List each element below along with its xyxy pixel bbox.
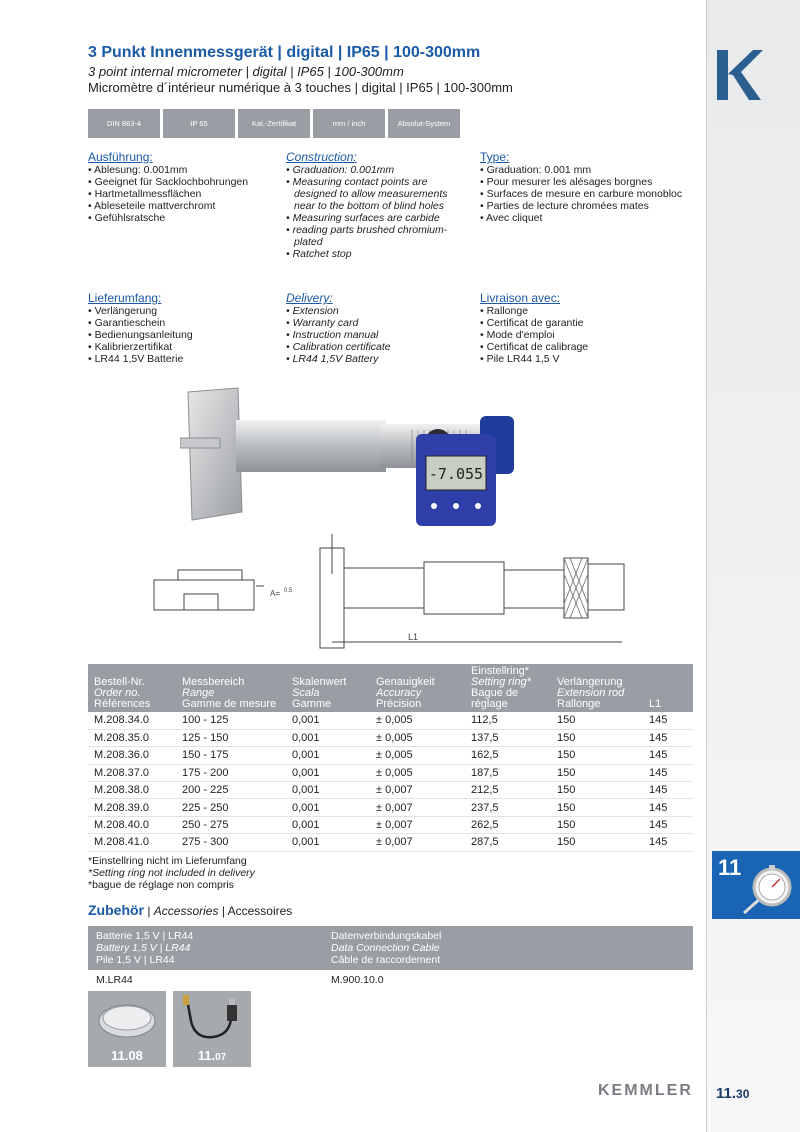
badge-din: DIN 863-4 bbox=[88, 109, 160, 138]
table-cell: 150 bbox=[551, 799, 643, 816]
list-item: • Pile LR44 1,5 V bbox=[480, 353, 690, 365]
delivery-en-heading: Delivery: bbox=[286, 291, 333, 305]
list-item: • Extension bbox=[286, 305, 462, 317]
table-header-row bbox=[88, 664, 693, 712]
construction-fr bbox=[480, 151, 690, 224]
accessory-battery-names: Batterie 1,5 V | LR44 Battery 1,5 V | LR44 Pile 1,5 V | LR44 bbox=[96, 930, 194, 966]
table-notes bbox=[88, 855, 255, 891]
table-cell: 0,001 bbox=[286, 799, 370, 816]
list-item: • Graduation: 0.001mm bbox=[286, 164, 462, 176]
table-cell: M.208.36.0 bbox=[88, 747, 176, 764]
title-en: 3 point internal micrometer | digital | IP65 | 100-300mm bbox=[88, 64, 404, 79]
col-setting-ring: Einstellring* Setting ring* Bague de réglage bbox=[465, 664, 551, 712]
table-cell: M.208.39.0 bbox=[88, 799, 176, 816]
table-row bbox=[88, 799, 693, 816]
table-cell: 150 bbox=[551, 816, 643, 833]
table-cell: 150 bbox=[551, 747, 643, 764]
table-cell: M.208.37.0 bbox=[88, 764, 176, 781]
sidebar-strip bbox=[706, 0, 800, 1132]
table-cell: 145 bbox=[643, 782, 693, 799]
construction-de-heading: Ausführung: bbox=[88, 150, 153, 164]
list-item: • Surfaces de mesure en carbure monobloc bbox=[480, 188, 690, 200]
list-item: • Ratchet stop bbox=[286, 248, 462, 260]
table-cell: 150 bbox=[551, 782, 643, 799]
delivery-de bbox=[88, 292, 278, 365]
table-row bbox=[88, 782, 693, 799]
title-de: 3 Punkt Innenmessgerät | digital | IP65 | 100-300mm bbox=[88, 44, 481, 61]
table-row bbox=[88, 764, 693, 781]
construction-en bbox=[286, 151, 462, 260]
construction-en-heading: Construction: bbox=[286, 150, 357, 164]
table-cell: 287,5 bbox=[465, 834, 551, 851]
battery-thumbnail bbox=[88, 991, 166, 1067]
title-fr: Micromètre d´intérieur numérique à 3 touches | digital | IP65 | 100-300mm bbox=[88, 80, 513, 95]
table-cell: 145 bbox=[643, 816, 693, 833]
table-row bbox=[88, 834, 693, 851]
table-cell: 145 bbox=[643, 834, 693, 851]
note-fr: *bague de réglage non compris bbox=[88, 879, 234, 891]
table-cell: 200 - 225 bbox=[176, 782, 286, 799]
note-en: *Setting ring not included in delivery bbox=[88, 867, 255, 879]
table-cell: M.208.34.0 bbox=[88, 712, 176, 729]
col-l1: L1 bbox=[643, 664, 693, 712]
table-row bbox=[88, 729, 693, 746]
list-item: • Measuring surfaces are carbide bbox=[286, 212, 462, 224]
table-cell: 0,001 bbox=[286, 764, 370, 781]
list-item: • Graduation: 0.001 mm bbox=[480, 164, 690, 176]
list-item: • Verlängerung bbox=[88, 305, 278, 317]
col-accuracy: Genauigkeit Accuracy Précision bbox=[370, 664, 465, 712]
table-cell: 0,001 bbox=[286, 729, 370, 746]
table-cell: ± 0,007 bbox=[370, 816, 465, 833]
list-item: • Kalibrierzertifikat bbox=[88, 341, 278, 353]
table-cell: ± 0,005 bbox=[370, 764, 465, 781]
list-item: • Bedienungsanleitung bbox=[88, 329, 278, 341]
table-cell: ± 0,007 bbox=[370, 799, 465, 816]
list-item: • Garantieschein bbox=[88, 317, 278, 329]
list-item: • Measuring contact points are designed to allow measurements near to the bottom of blind holes bbox=[286, 176, 462, 212]
list-item: • Rallonge bbox=[480, 305, 690, 317]
list-item: • Geeignet für Sacklochbohrungen bbox=[88, 176, 278, 188]
chapter-tab bbox=[712, 851, 800, 919]
note-de: *Einstellring nicht im Lieferumfang bbox=[88, 855, 247, 867]
list-item: • Calibration certificate bbox=[286, 341, 462, 353]
brand-name: KEMMLER bbox=[598, 1082, 693, 1099]
table-cell: 145 bbox=[643, 764, 693, 781]
table-row bbox=[88, 747, 693, 764]
list-item: • Hartmetallmessflächen bbox=[88, 188, 278, 200]
table-cell: M.208.38.0 bbox=[88, 782, 176, 799]
list-item: • Avec cliquet bbox=[480, 212, 690, 224]
list-item: • Pour mesurer les alésages borgnes bbox=[480, 176, 690, 188]
badge-absolute: Absolut-System bbox=[388, 109, 460, 138]
delivery-en bbox=[286, 292, 462, 365]
table-cell: ± 0,005 bbox=[370, 729, 465, 746]
table-cell: 225 - 250 bbox=[176, 799, 286, 816]
construction-fr-heading: Type: bbox=[480, 150, 510, 164]
accessories-title: Zubehör | Accessories | Accessoires bbox=[88, 902, 293, 918]
battery-page-ref: 11.08 bbox=[111, 1048, 143, 1063]
battery-icon bbox=[88, 991, 166, 1047]
table-cell: 125 - 150 bbox=[176, 729, 286, 746]
table-cell: 212,5 bbox=[465, 782, 551, 799]
table-cell: 150 bbox=[551, 729, 643, 746]
table-cell: 150 bbox=[551, 764, 643, 781]
badge-calibration: Kal.-Zertifikat bbox=[238, 109, 310, 138]
delivery-fr-heading: Livraison avec: bbox=[480, 291, 561, 305]
table-cell: 0,001 bbox=[286, 712, 370, 729]
table-cell: 137,5 bbox=[465, 729, 551, 746]
badge-units: mm / inch bbox=[313, 109, 385, 138]
list-item: • Instruction manual bbox=[286, 329, 462, 341]
badge-ip: IP 65 bbox=[163, 109, 235, 138]
construction-de bbox=[88, 151, 278, 224]
table-row bbox=[88, 712, 693, 729]
table-cell: 145 bbox=[643, 799, 693, 816]
dimension-a-value: 0.5 bbox=[284, 588, 293, 594]
feature-badges bbox=[88, 109, 460, 138]
accessory-battery-code: M.LR44 bbox=[96, 974, 133, 986]
list-item: • Ableseteile mattverchromt bbox=[88, 200, 278, 212]
table-cell: 150 - 175 bbox=[176, 747, 286, 764]
col-range: Messbereich Range Gamme de mesure bbox=[176, 664, 286, 712]
list-item: • Mode d'emploi bbox=[480, 329, 690, 341]
table-cell: 112,5 bbox=[465, 712, 551, 729]
table-cell: 162,5 bbox=[465, 747, 551, 764]
table-cell: M.208.40.0 bbox=[88, 816, 176, 833]
table-cell: 0,001 bbox=[286, 747, 370, 764]
table-cell: 0,001 bbox=[286, 834, 370, 851]
table-cell: 145 bbox=[643, 712, 693, 729]
list-item: • Parties de lecture chromées mates bbox=[480, 200, 690, 212]
list-item: • Gefühlsratsche bbox=[88, 212, 278, 224]
accessories-header bbox=[88, 926, 693, 970]
micrometer-photo bbox=[180, 386, 520, 534]
table-row bbox=[88, 816, 693, 833]
list-item: • Warranty card bbox=[286, 317, 462, 329]
table-cell: 175 - 200 bbox=[176, 764, 286, 781]
table-cell: 145 bbox=[643, 729, 693, 746]
technical-drawing bbox=[152, 534, 632, 654]
table-cell: 237,5 bbox=[465, 799, 551, 816]
page-number: 11.30 bbox=[716, 1085, 750, 1102]
delivery-de-heading: Lieferumfang: bbox=[88, 291, 162, 305]
col-extension: Verlängerung Extension rod Rallonge bbox=[551, 664, 643, 712]
dimension-a: A= bbox=[270, 589, 281, 598]
table-cell: 275 - 300 bbox=[176, 834, 286, 851]
display-reading: -7.055 bbox=[428, 465, 484, 483]
list-item: • LR44 1,5V Batterie bbox=[88, 353, 278, 365]
cable-icon bbox=[173, 991, 251, 1047]
table-cell: ± 0,005 bbox=[370, 747, 465, 764]
chapter-number: 11 bbox=[718, 855, 742, 880]
list-item: • Ablesung: 0.001mm bbox=[88, 164, 278, 176]
col-scale: Skalenwert Scala Gamme bbox=[286, 664, 370, 712]
accessory-cable-code: M.900.10.0 bbox=[331, 974, 384, 986]
list-item: • reading parts brushed chromium-plated bbox=[286, 224, 462, 248]
table-cell: 187,5 bbox=[465, 764, 551, 781]
table-cell: ± 0,007 bbox=[370, 782, 465, 799]
list-item: • LR44 1,5V Battery bbox=[286, 353, 462, 365]
table-cell: 250 - 275 bbox=[176, 816, 286, 833]
dimension-l1: L1 bbox=[408, 632, 419, 642]
table-cell: M.208.35.0 bbox=[88, 729, 176, 746]
col-order-no: Bestell-Nr. Order no. Références bbox=[88, 664, 176, 712]
dial-gauge-icon bbox=[740, 865, 796, 917]
list-item: • Certificat de calibrage bbox=[480, 341, 690, 353]
table-cell: 0,001 bbox=[286, 782, 370, 799]
kemmler-logo-icon bbox=[715, 46, 763, 102]
table-cell: 262,5 bbox=[465, 816, 551, 833]
table-cell: 150 bbox=[551, 712, 643, 729]
table-cell: ± 0,005 bbox=[370, 712, 465, 729]
table-cell: 145 bbox=[643, 747, 693, 764]
accessory-cable-names: Datenverbindungskabel Data Connection Cable Câble de raccordement bbox=[331, 930, 442, 966]
table-cell: 0,001 bbox=[286, 816, 370, 833]
table-cell: ± 0,007 bbox=[370, 834, 465, 851]
delivery-fr bbox=[480, 292, 690, 365]
table-cell: 150 bbox=[551, 834, 643, 851]
cable-page-ref: 11.07 bbox=[197, 1048, 227, 1063]
table-cell: 100 - 125 bbox=[176, 712, 286, 729]
cable-thumbnail bbox=[173, 991, 251, 1067]
spec-table bbox=[88, 664, 693, 852]
table-cell: M.208.41.0 bbox=[88, 834, 176, 851]
list-item: • Certificat de garantie bbox=[480, 317, 690, 329]
